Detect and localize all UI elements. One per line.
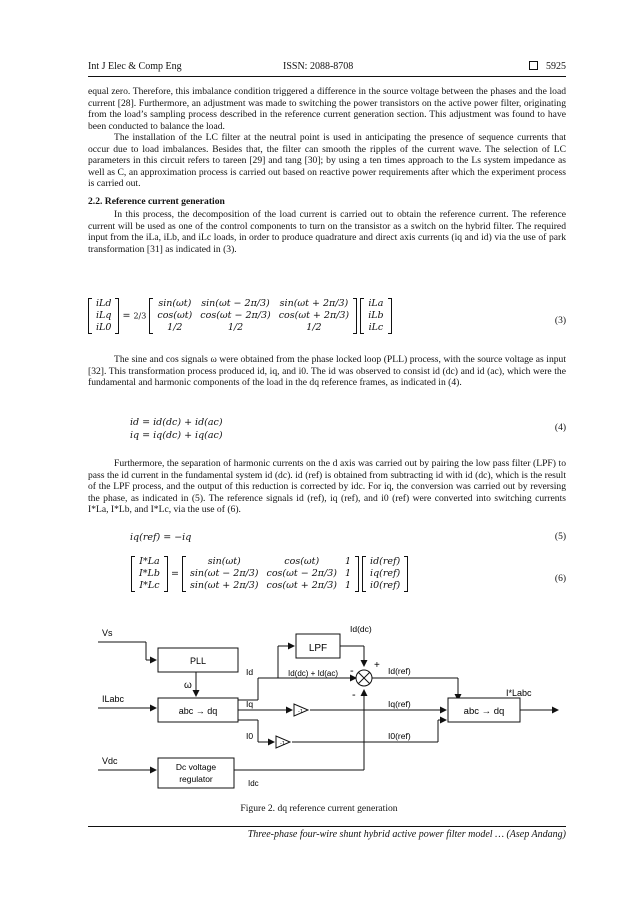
matrix-cell: 1/2 <box>227 322 244 333</box>
eq3-rhs <box>360 298 391 334</box>
eq3-matrix <box>149 298 357 334</box>
dc-reg-label-1: Dc voltage <box>175 762 217 772</box>
output-label: I*Labc <box>506 688 532 698</box>
eq4-number: (4) <box>554 423 566 433</box>
eq6-rhs <box>362 556 408 592</box>
matrix-cell: cos(ωt − 2π/3) <box>200 310 271 321</box>
eq6-matrix <box>182 556 359 592</box>
matrix-cell: id(ref) <box>370 556 401 567</box>
matrix-cell: cos(ωt + 2π/3) <box>266 580 337 591</box>
id-ref-label: Id(ref) <box>388 666 411 676</box>
matrix-cell: 1 <box>344 556 351 567</box>
matrix-cell: 1/2 <box>306 322 322 333</box>
matrix-cell: iq(ref) <box>370 568 401 579</box>
figure-caption: Figure 2. dq reference current generation <box>240 803 398 814</box>
gain-iq-label: -1 <box>298 709 303 715</box>
i0-label: I0 <box>246 731 254 741</box>
eq5-number: (5) <box>554 532 566 542</box>
text-block-mid <box>88 354 566 389</box>
matrix-cell: I*Lc <box>139 580 160 591</box>
matrix-cell: iLq <box>96 310 112 321</box>
eq5-text: iq(ref) = −iq <box>130 532 192 543</box>
paragraph-5: Furthermore, the separation of harmonic currents on the d axis was carried out by pairing the low pass filter (LPF) to pass the id current in the fundamental system id (dc). id (ref) is obtained from subtracting id with id (dc), which is the result of the LPF process, and the output of this reduction is corrected by idc. For iq, the conversion was carried out by reversing the phase, as indicated in (5). The reference signals id (ref), iq (ref), and i0 (ref) were converted into switching currents I*La, I*Lb, and I*Lc, via the use of (6). <box>88 458 566 515</box>
abc-dq-label: abc → dq <box>178 706 218 716</box>
omega-label: ω <box>184 680 192 691</box>
equation-3: iLd iLq iL0 = 2/3 sin(ωt) sin(ωt − 2π/3) sin(ωt + 2π/3) cos(ωt) cos(ωt − 2π/3) cos(ωt + 2π/3) 1/2 1/2 1/2 iLa iLb iLc (3) <box>88 298 566 334</box>
paragraph-1: equal zero. Therefore, this imbalance condition triggered a difference in the source voltage between the phases and the load current [28]. Furthermore, an adjustment was made to switching the power transistors on the active power filter, originating from the load’s sampling process described in the reference current generation section. This adjustment was found to have been conducted to balance the load. <box>88 86 566 132</box>
matrix-cell: i0(ref) <box>370 580 401 591</box>
matrix-cell: iLc <box>368 322 384 333</box>
footer-text: Three-phase four-wire shunt hybrid active power filter model … (Asep Andang) <box>247 829 566 840</box>
eq6-lhs <box>131 556 168 592</box>
box-icon <box>529 61 538 70</box>
matrix-cell: sin(ωt) <box>158 298 192 309</box>
equation-6: I*La I*Lb I*Lc = sin(ωt) cos(ωt) 1 sin(ωt − 2π/3) cos(ωt − 2π/3) 1 sin(ωt + 2π/3) cos(ωt + 2π/3) 1 id(ref) iq(ref) i0(ref) (6) <box>88 556 566 592</box>
vs-label: Vs <box>102 628 113 638</box>
matrix-cell: iLa <box>368 298 384 309</box>
running-footer <box>88 826 566 840</box>
matrix-cell: 1 <box>344 568 351 579</box>
eq3-coef: 2/3 <box>133 311 147 321</box>
section-heading: 2.2. Reference current generation <box>88 195 225 207</box>
matrix-cell: 1 <box>344 580 351 591</box>
matrix-cell: sin(ωt + 2π/3) <box>279 298 349 309</box>
running-header <box>88 61 566 75</box>
page-number: 5925 <box>529 61 566 72</box>
text-block-top <box>88 86 566 255</box>
issn: ISSN: 2088-8708 <box>283 61 354 72</box>
matrix-cell: iLb <box>368 310 384 321</box>
paragraph-3: In this process, the decomposition of the load current is carried out to obtain the reference current. The reference current will be used as one of the control components to turn on the transistor as a switch on the hybrid filter. The required input from the iLa, iLb, and iLc loads, in order to produce quadrature and direct axis currents (iq and id) via the use of park transformation [31] as indicated in (3). <box>88 209 566 255</box>
eq4-line2: iq = iq(dc) + iq(ac) <box>130 430 223 441</box>
equation-4 <box>88 416 566 442</box>
paragraph-2: The installation of the LC filter at the neutral point is used in anticipating the presence of sequence currents that occur due to load imbalances. Besides that, the filter can smooth the ripples of the current wave. The selection of LC parameters in this circuit refers to tareen [29] and tang [30]; by using a ten times approach to the Ls system impedance as well as C, an approximation process is carried out based on reactive power requirements after which the experiment process is carried out. <box>88 132 566 189</box>
id-dc-label: Id(dc) <box>350 624 372 634</box>
sum-minus-left: - <box>350 665 354 677</box>
matrix-cell: iLd <box>96 298 112 309</box>
matrix-cell: iL0 <box>96 322 112 333</box>
matrix-cell: 1/2 <box>167 322 183 333</box>
matrix-cell: sin(ωt − 2π/3) <box>201 298 270 309</box>
matrix-cell: cos(ωt − 2π/3) <box>266 568 337 579</box>
iq-ref-label: Iq(ref) <box>388 699 411 709</box>
dc-reg-label-2: regulator <box>179 774 213 784</box>
paragraph-4: The sine and cos signals ω were obtained from the phase locked loop (PLL) process, with the source voltage as input [32]. This transformation process produced id, iq, and i0. The id was observed to consist id (dc) and id (ac), which were the fundamental and harmonic components of the load in the dq reference frames, as indicated in (4). <box>88 354 566 388</box>
vdc-label: Vdc <box>102 756 118 766</box>
id-label: Id <box>246 667 254 677</box>
matrix-cell: sin(ωt − 2π/3) <box>189 568 259 579</box>
eq3-number: (3) <box>554 316 566 326</box>
idc-label: Idc <box>248 779 259 788</box>
pll-label: PLL <box>189 656 207 666</box>
eq6-number: (6) <box>554 574 566 584</box>
matrix-cell: I*La <box>139 556 160 567</box>
matrix-cell: cos(ωt + 2π/3) <box>278 310 350 321</box>
text-block-low <box>88 458 566 516</box>
eq3-lhs <box>88 298 119 334</box>
id-sum-label: Id(dc) + Id(ac) <box>288 669 339 678</box>
iq-label: Iq <box>246 699 254 709</box>
equation-5 <box>88 532 566 543</box>
matrix-cell: cos(ωt) <box>284 556 320 567</box>
eq4-line1: id = id(dc) + id(ac) <box>130 417 223 428</box>
gain-i0-label: -1 <box>280 741 285 747</box>
matrix-cell: I*Lb <box>139 568 160 579</box>
i0-ref-label: I0(ref) <box>388 731 411 741</box>
sum-minus-bottom: - <box>352 689 356 701</box>
dq-abc-label: abc → dq <box>463 706 505 717</box>
lpf-label: LPF <box>308 643 328 654</box>
block-diagram <box>88 620 566 800</box>
sum-plus: + <box>374 660 380 671</box>
ilabc-label: ILabc <box>102 694 125 704</box>
journal-name: Int J Elec & Comp Eng <box>88 61 182 72</box>
header-rule <box>88 76 566 77</box>
matrix-cell: cos(ωt) <box>157 310 193 321</box>
matrix-cell: sin(ωt) <box>207 556 241 567</box>
matrix-cell: sin(ωt + 2π/3) <box>189 580 259 591</box>
